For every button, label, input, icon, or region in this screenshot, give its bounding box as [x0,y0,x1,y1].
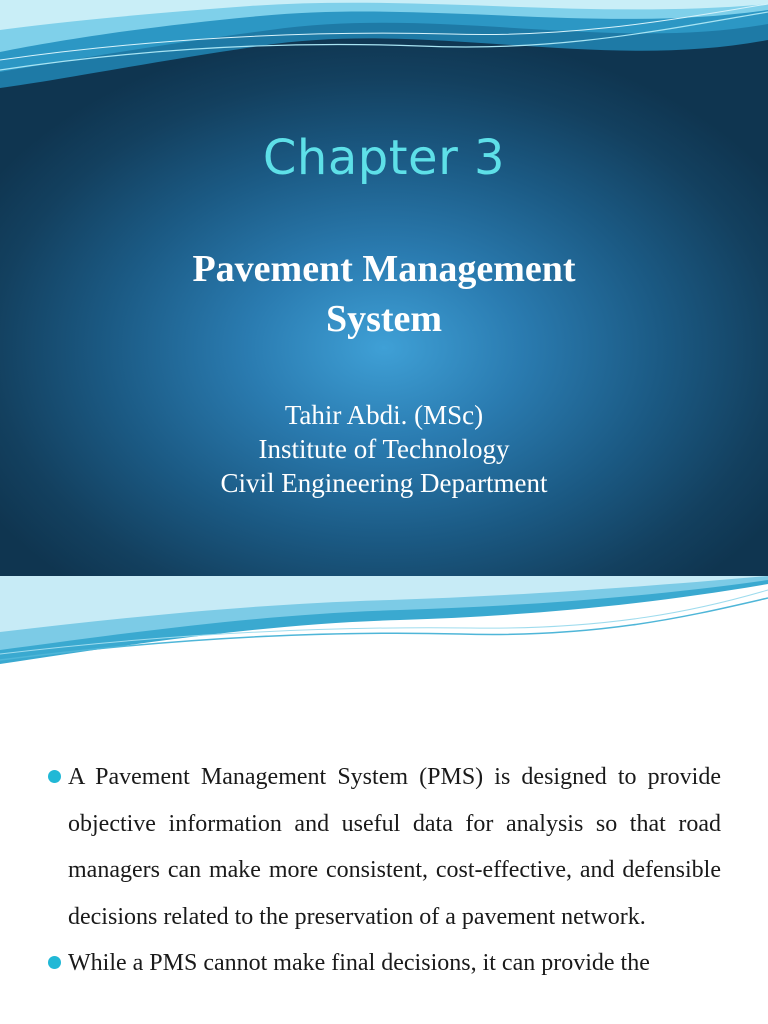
slide-title: Chapter 3 [262,130,506,186]
content-slide [0,576,768,1024]
bullet-item [48,754,721,940]
author-block [0,398,768,500]
subtitle-line: Pavement Management [192,248,576,290]
bullet-item [48,940,721,987]
subtitle-line: System [325,298,443,340]
author-department: Civil Engineering Department [220,468,548,498]
bullet-text: While a PMS cannot make final decisions, it can provide the [68,950,650,976]
bullet-dot-icon [48,956,61,969]
bullet-text: A Pavement Management System (PMS) is designed to provide objective information and useful data for analysis so that road managers can make more consistent, cost-effective, and defensible decisions related to the preservation of a pavement network. [68,764,721,930]
decorative-wave-header [0,576,768,668]
author-name: Tahir Abdi. (MSc) [284,400,484,430]
bullet-dot-icon [48,770,61,783]
decorative-wave-header [0,0,768,90]
author-institute: Institute of Technology [258,434,510,464]
slide-subtitle [0,244,768,344]
bullet-list [48,754,721,987]
